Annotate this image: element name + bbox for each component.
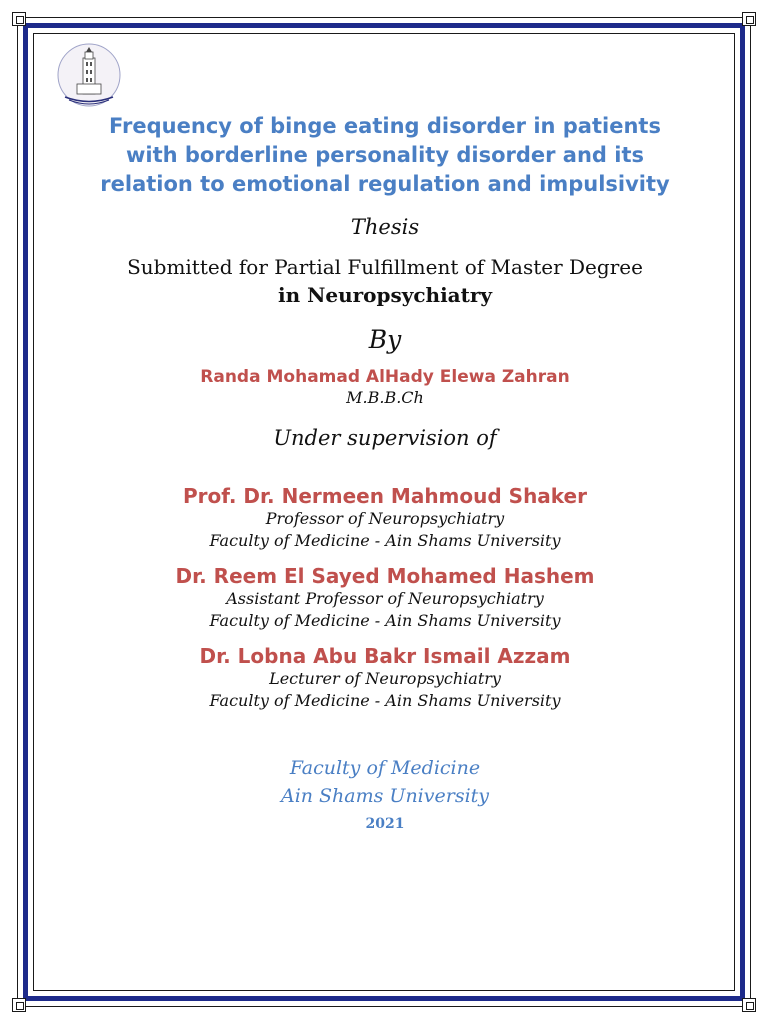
supervisor-role: Assistant Professor of Neuropsychiatry bbox=[226, 589, 544, 608]
footer-faculty: Faculty of Medicine bbox=[289, 757, 481, 779]
thesis-title-line: with borderline personality disorder and its bbox=[125, 143, 645, 167]
supervisor-name: Dr. Lobna Abu Bakr Ismail Azzam bbox=[199, 644, 571, 668]
supervisor-block bbox=[40, 564, 730, 632]
supervisor-block bbox=[40, 644, 730, 712]
university-logo-icon bbox=[55, 42, 123, 108]
supervisor-role: Professor of Neuropsychiatry bbox=[265, 509, 505, 528]
institution-footer bbox=[40, 754, 730, 832]
submission-statement: Submitted for Partial Fulfillment of Master Degree bbox=[127, 255, 643, 279]
supervisor-name: Dr. Reem El Sayed Mohamed Hashem bbox=[175, 564, 595, 588]
author-name: Randa Mohamad AlHady Elewa Zahran bbox=[200, 367, 570, 387]
supervisor-block bbox=[40, 484, 730, 552]
border-corner-ornament bbox=[12, 998, 26, 1012]
supervisor-faculty: Faculty of Medicine - Ain Shams University bbox=[209, 531, 561, 550]
footer-year: 2021 bbox=[365, 816, 405, 832]
degree-field: in Neuropsychiatry bbox=[277, 283, 493, 307]
thesis-title bbox=[40, 112, 730, 199]
by-label: By bbox=[368, 325, 402, 354]
thesis-title-line: relation to emotional regulation and impulsivity bbox=[100, 172, 670, 196]
supervisor-faculty: Faculty of Medicine - Ain Shams University bbox=[209, 691, 561, 710]
thesis-title-line: Frequency of binge eating disorder in patients bbox=[109, 114, 661, 138]
border-corner-ornament bbox=[12, 12, 26, 26]
supervisor-faculty: Faculty of Medicine - Ain Shams University bbox=[209, 611, 561, 630]
footer-university: Ain Shams University bbox=[280, 785, 490, 807]
border-corner-ornament bbox=[742, 998, 756, 1012]
title-page-content bbox=[40, 112, 730, 832]
border-corner-ornament bbox=[742, 12, 756, 26]
supervision-label: Under supervision of bbox=[273, 426, 497, 450]
author-credential: M.B.B.Ch bbox=[346, 388, 424, 407]
supervisor-role: Lecturer of Neuropsychiatry bbox=[269, 669, 501, 688]
supervisor-name: Prof. Dr. Nermeen Mahmoud Shaker bbox=[182, 484, 587, 508]
thesis-label: Thesis bbox=[350, 215, 420, 239]
